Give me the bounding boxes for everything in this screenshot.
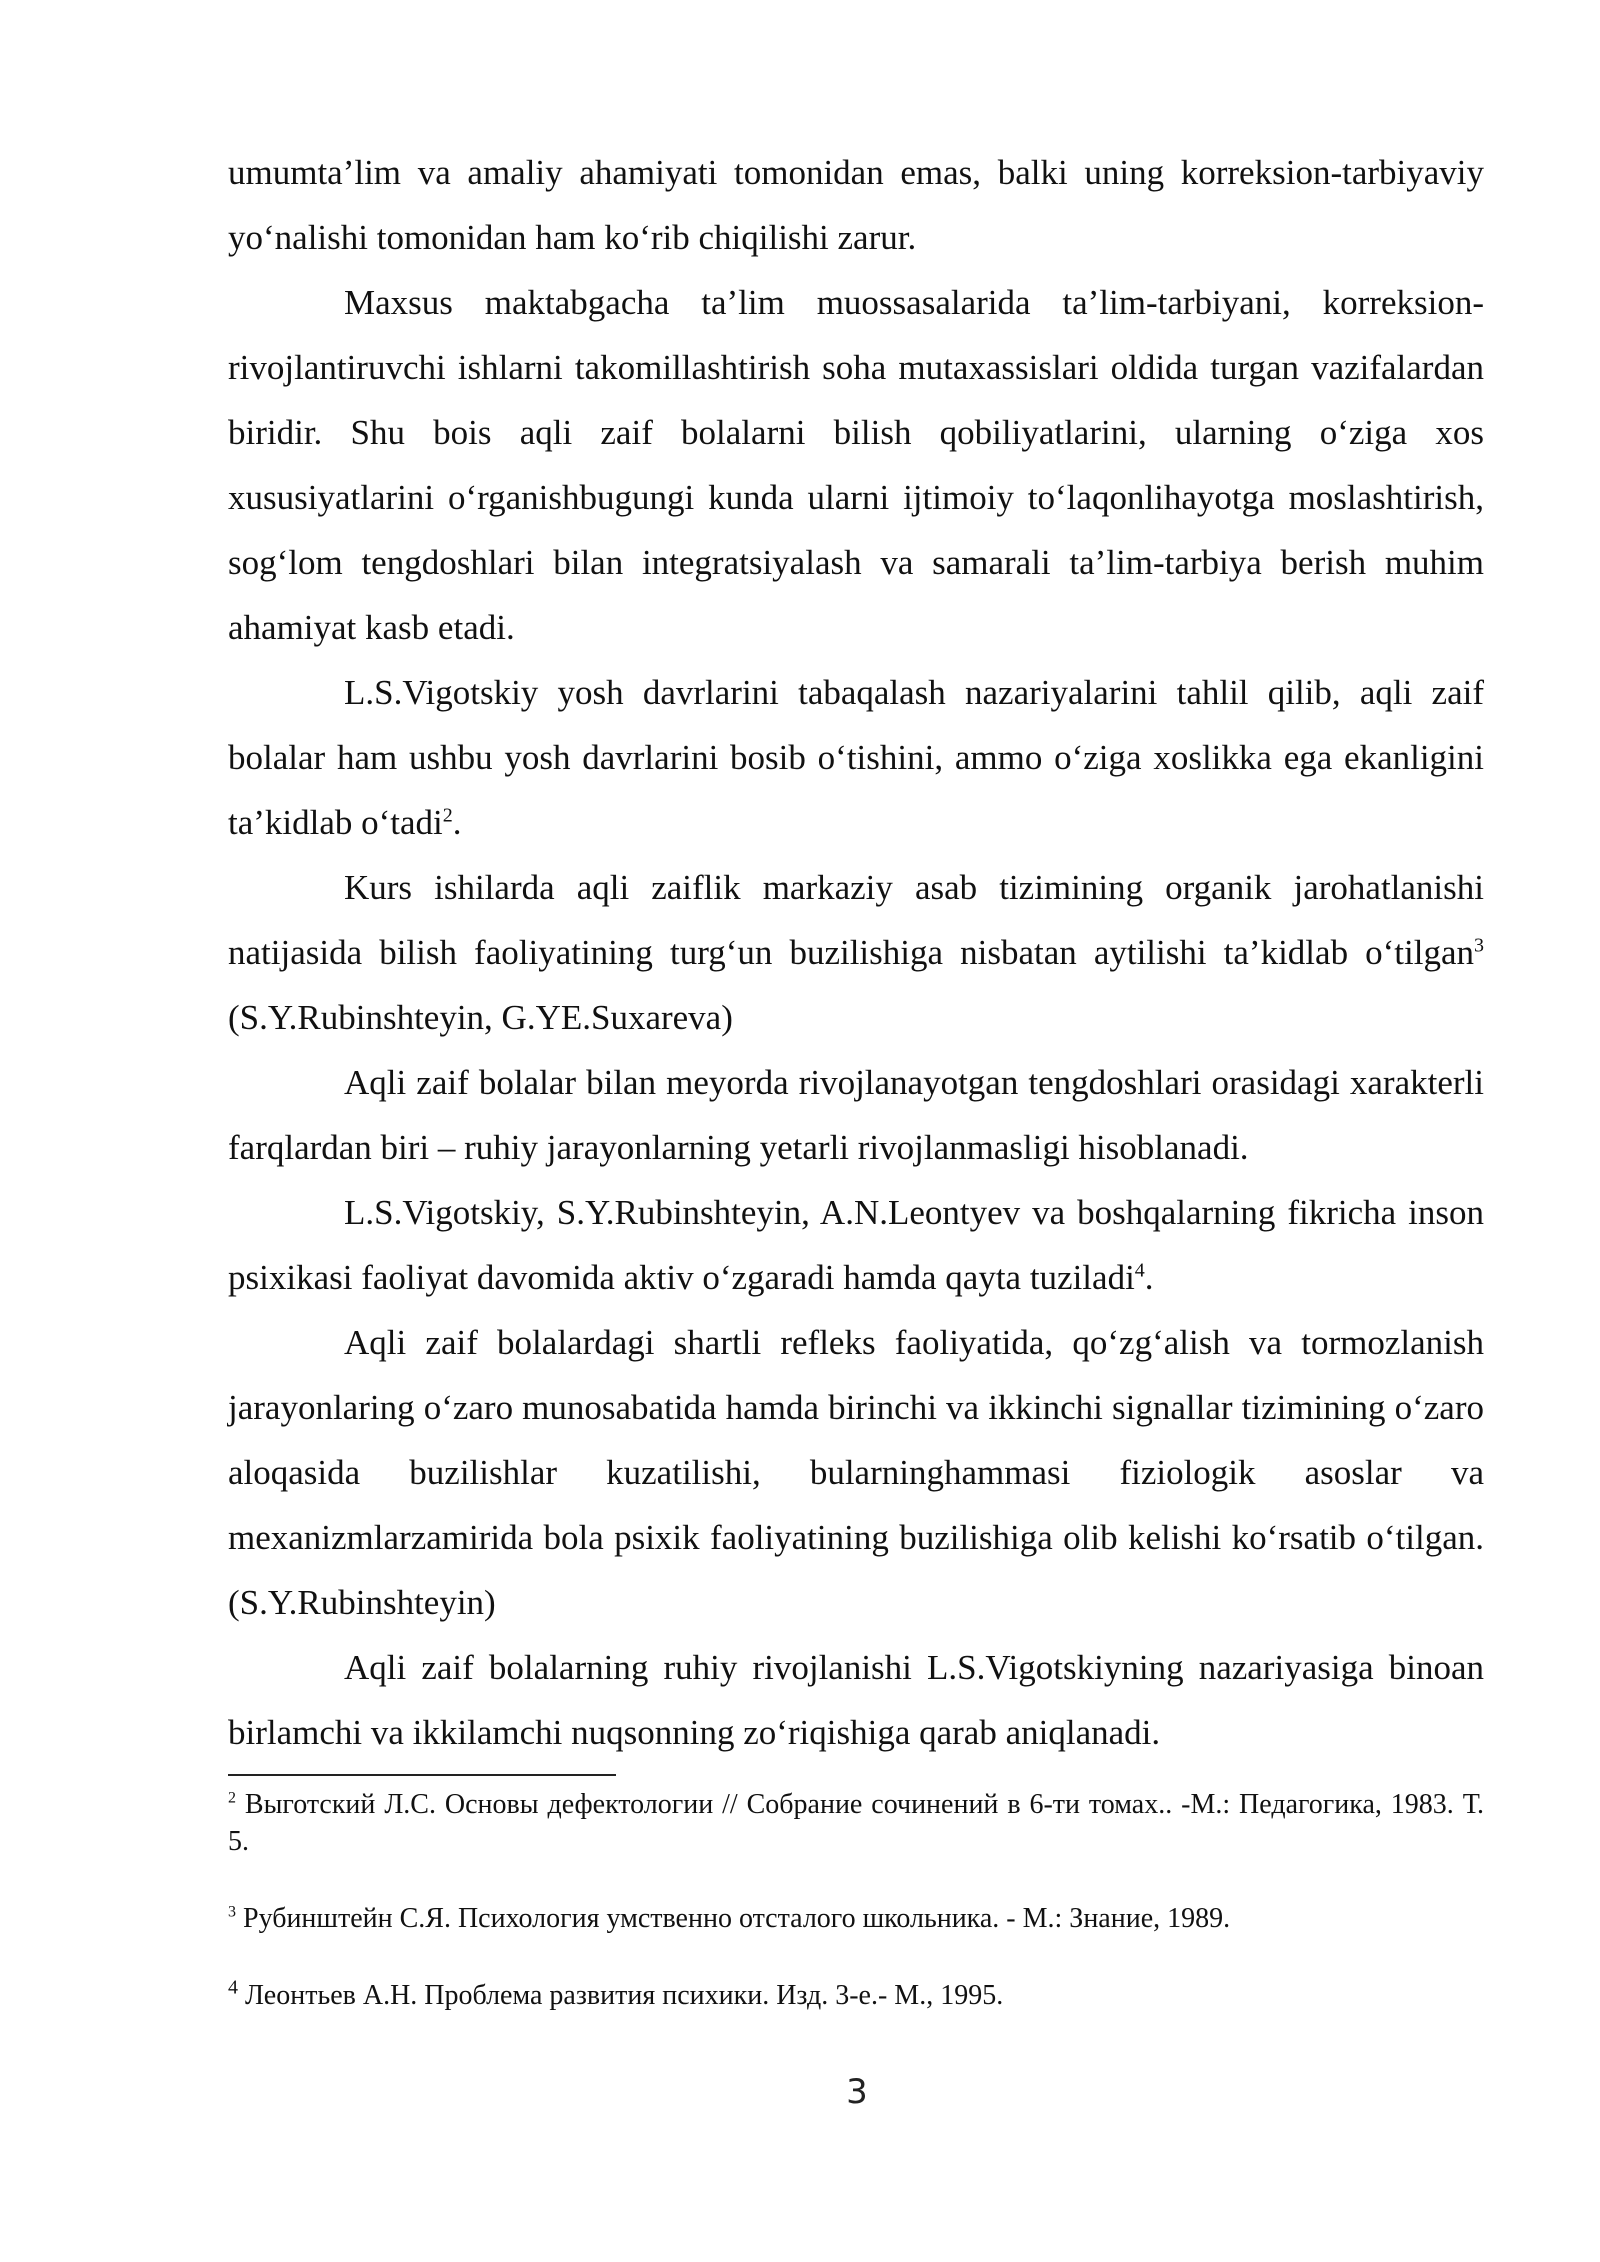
- footnote-3-mark: 3: [228, 1903, 236, 1921]
- paragraph-7: Aqli zaif bolalardagi shartli refleks faoliyatida, qo‘zg‘alish va tormozlanish jarayonlaring o‘zaro munosabatida hamda birinchi va ikkinchi signallar tizimining o‘zaro aloqasida buzilishlar kuzatilishi, bularninghammasi fiziologik asoslar va mexanizmlarzamirida bola psixik faoliyatining buzilishiga olib kelishi ko‘rsatib o‘tilgan. (S.Y.Rubinshteyin): [228, 1323, 1484, 1622]
- document-body: [228, 140, 1484, 1765]
- footnote-ref-2: 2: [442, 804, 453, 827]
- footnote-3: [228, 1900, 1484, 1937]
- footnotes-section: [228, 1786, 1484, 2014]
- footnote-2-text: Выготский Л.С. Основы дефектологии // Собрание сочинений в 6-ти томах.. -М.: Педагогика, 1983. Т. 5.: [228, 1789, 1484, 1857]
- page-number: 3: [846, 2072, 868, 2112]
- paragraph-4-text: Kurs ishilarda aqli zaiflik markaziy asab tizimining organik jarohatlanishi natijasida bilish faoliyatining turg‘un buzilishiga nisbatan aytilishi ta’kidlab o‘tilgan: [228, 868, 1484, 972]
- paragraph-2: Maxsus maktabgacha ta’lim muossasalarida ta’lim-tarbiyani, korreksion-rivojlantiruvchi ishlarni takomillashtirish soha mutaxassislari oldida turgan vazifalardan biridir. Shu bois aqli zaif bolalarni bilish qobiliyatlarini, ularning o‘ziga xos xususiyatlarini o‘rganishbugungi kunda ularni ijtimoiy to‘laqonlihayotga moslashtirish, sog‘lom tengdoshlari bilan integratsiyalash va samarali ta’lim-tarbiya berish muhim ahamiyat kasb etadi.: [228, 283, 1484, 647]
- footnote-ref-4: 4: [1134, 1259, 1145, 1282]
- footnote-2: [228, 1786, 1484, 1860]
- paragraph-5: Aqli zaif bolalar bilan meyorda rivojlanayotgan tengdoshlari orasidagi xarakterli farqlardan biri – ruhiy jarayonlarning yetarli rivojlanmasligi hisoblanadi.: [228, 1063, 1484, 1167]
- paragraph-6: [228, 1180, 1484, 1310]
- paragraph-1: umumta’lim va amaliy ahamiyati tomonidan emas, balki uning korreksion-tarbiyaviy yo‘nalishi tomonidan ham ko‘rib chiqilishi zarur.: [228, 153, 1484, 257]
- paragraph-6-text: L.S.Vigotskiy, S.Y.Rubinshteyin, A.N.Leontyev va boshqalarning fikricha inson psixikasi faoliyat davomida aktiv o‘zgaradi hamda qayta tuziladi: [228, 1193, 1484, 1297]
- paragraph-3-text: L.S.Vigotskiy yosh davrlarini tabaqalash nazariyalarini tahlil qilib, aqli zaif bolalar ham ushbu yosh davrlarini bosib o‘tishini, ammo o‘ziga xoslikka ega ekanligini ta’kidlab o‘tadi: [228, 673, 1484, 842]
- footnote-4: [228, 1977, 1484, 2014]
- footnote-ref-3: 3: [1474, 934, 1484, 957]
- paragraph-4-end: (S.Y.Rubinshteyin, G.YE.Suxareva): [228, 998, 733, 1037]
- paragraph-6-end: .: [1144, 1258, 1154, 1297]
- paragraph-3: [228, 660, 1484, 855]
- footnote-3-text: Рубинштейн С.Я. Психология умственно отсталого школьника. - М.: Знание, 1989.: [236, 1903, 1231, 1934]
- footnote-2-mark: 2: [228, 1789, 236, 1807]
- paragraph-3-end: .: [452, 803, 462, 842]
- paragraph-4: [228, 855, 1484, 1050]
- paragraph-8: Aqli zaif bolalarning ruhiy rivojlanishi L.S.Vigotskiyning nazariyasiga binoan birlamchi va ikkilamchi nuqsonning zo‘riqishiga qarab aniqlanadi.: [228, 1648, 1484, 1752]
- footnote-4-mark: 4: [228, 1976, 238, 1999]
- footnote-4-text: Леонтьев А.Н. Проблема развития психики. Изд. 3-е.- М., 1995.: [238, 1980, 1004, 2011]
- footnote-separator: [228, 1774, 616, 1776]
